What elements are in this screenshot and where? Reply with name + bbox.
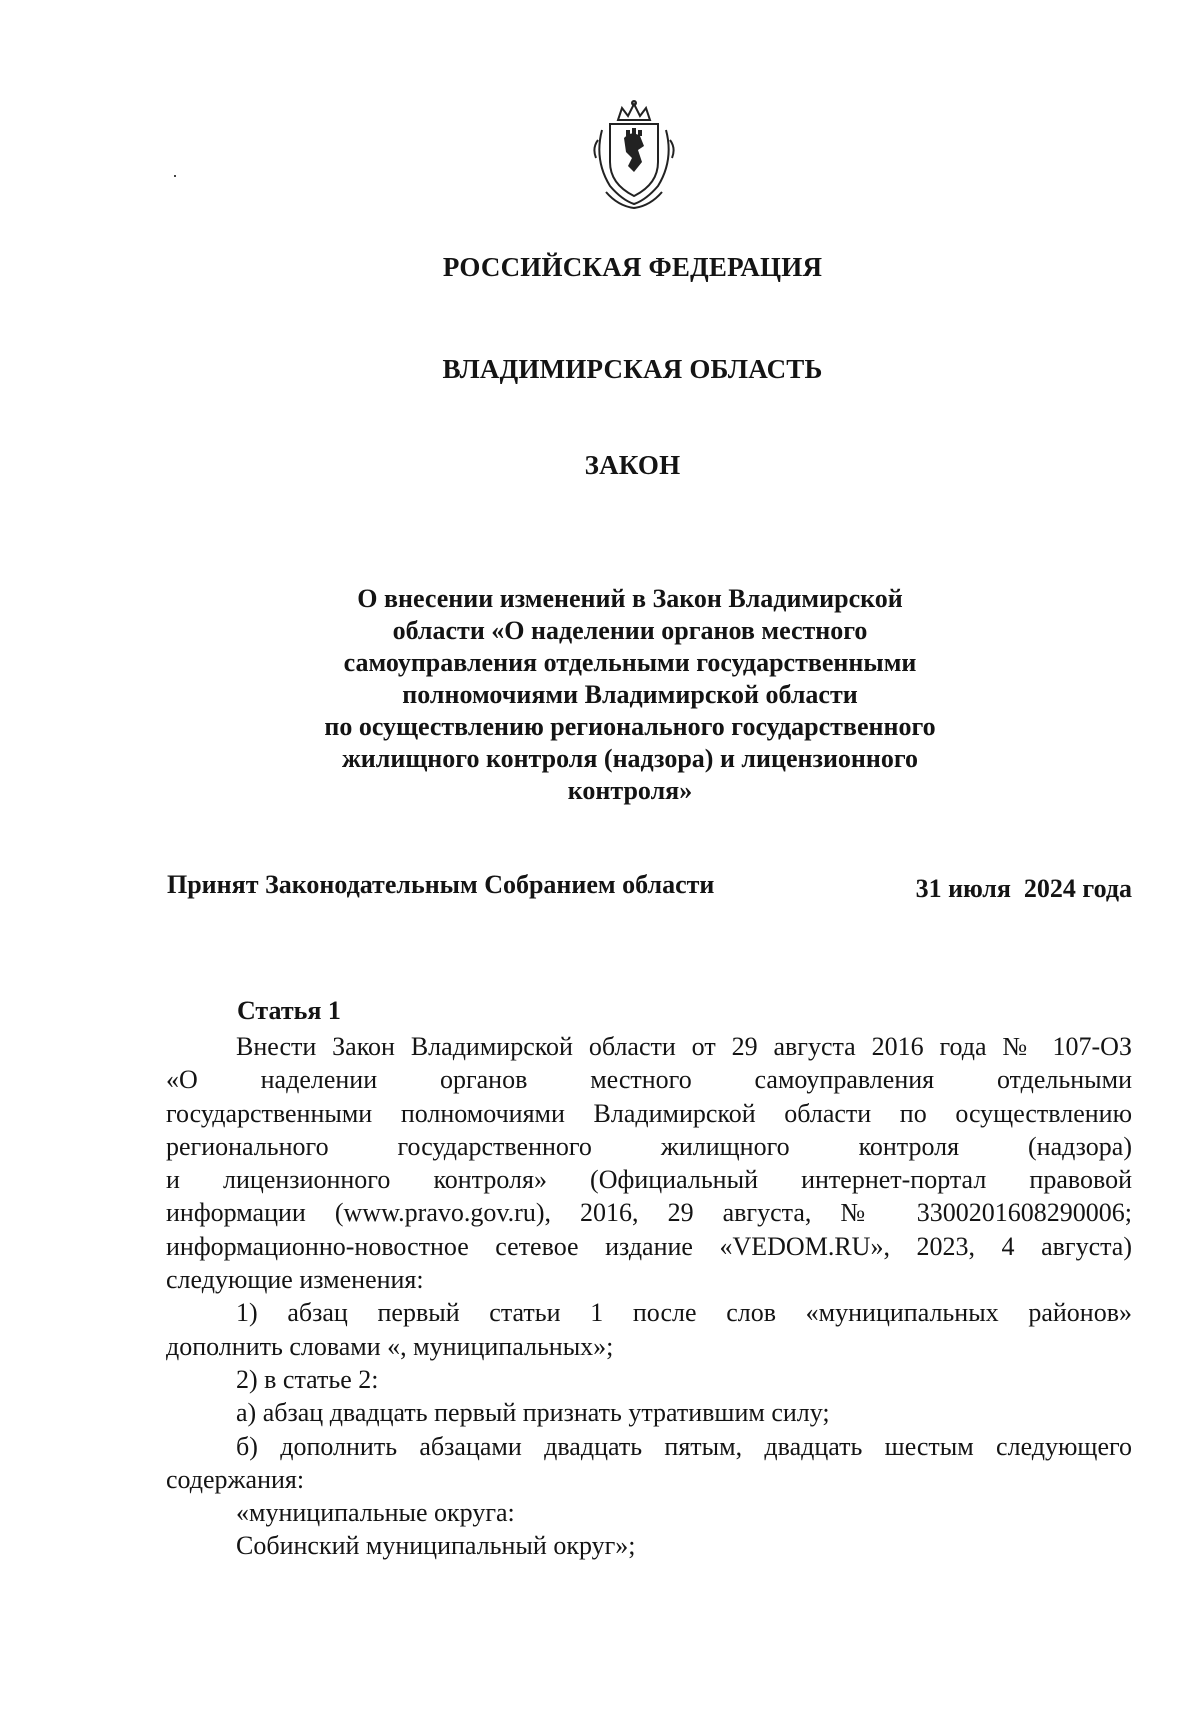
body-line: следующие изменения:: [166, 1265, 424, 1295]
adoption-line: [167, 870, 1132, 903]
body-line: Собинский муниципальный округ»;: [236, 1531, 636, 1561]
body-line: а) абзац двадцать первый признать утратившим силу;: [236, 1398, 830, 1428]
law-title-line: по осуществлению регионального государственного: [324, 712, 936, 741]
coat-of-arms-icon: [588, 100, 680, 210]
body-line: содержания:: [166, 1464, 305, 1494]
region-heading: ВЛАДИМИРСКАЯ ОБЛАСТЬ: [442, 354, 823, 384]
body-line: информации (www.pravo.gov.ru), 2016, 29 августа, № 3300201608290006;: [166, 1198, 1132, 1228]
body-line: информационно-новостное сетевое издание «VEDOM.RU», 2023, 4 августа): [166, 1231, 1132, 1261]
law-title-line: контроля»: [567, 776, 693, 805]
body-line: 2) в статье 2:: [236, 1364, 379, 1394]
scan-speck: [174, 175, 176, 177]
law-title: [250, 583, 1010, 807]
body-line: государственными полномочиями Владимирской области по осуществлению: [166, 1098, 1132, 1128]
adoption-date: 31 июля 2024 года: [915, 874, 1132, 903]
law-title-line: области «О наделении органов местного: [392, 616, 868, 645]
body-line: Внести Закон Владимирской области от 29 августа 2016 года № 107-ОЗ: [236, 1032, 1132, 1061]
adoption-label: Принят Законодательным Собранием области: [167, 870, 715, 899]
body-line: «О наделении органов местного самоуправления отдельными: [166, 1065, 1132, 1095]
law-title-line: О внесении изменений в Закон Владимирской: [357, 584, 903, 613]
article-body: [166, 1030, 1132, 1563]
body-line: 1) абзац первый статьи 1 после слов «муниципальных районов»: [236, 1298, 1132, 1328]
body-line: «муниципальные округа:: [236, 1498, 515, 1528]
body-line: и лицензионного контроля» (Официальный интернет-портал правовой: [166, 1165, 1132, 1195]
law-title-line: самоуправления отдельными государственными: [343, 648, 917, 677]
law-title-line: полномочиями Владимирской области: [402, 680, 858, 709]
country-heading: РОССИЙСКАЯ ФЕДЕРАЦИЯ: [442, 252, 823, 282]
law-title-line: жилищного контроля (надзора) и лицензионного: [341, 744, 919, 773]
body-line: б) дополнить абзацами двадцать пятым, двадцать шестым следующего: [236, 1431, 1132, 1461]
body-line: регионального государственного жилищного контроля (надзора): [166, 1131, 1132, 1161]
body-line: дополнить словами «, муниципальных»;: [166, 1331, 614, 1361]
article-heading: Статья 1: [237, 996, 341, 1025]
document-type-heading: ЗАКОН: [584, 450, 681, 480]
